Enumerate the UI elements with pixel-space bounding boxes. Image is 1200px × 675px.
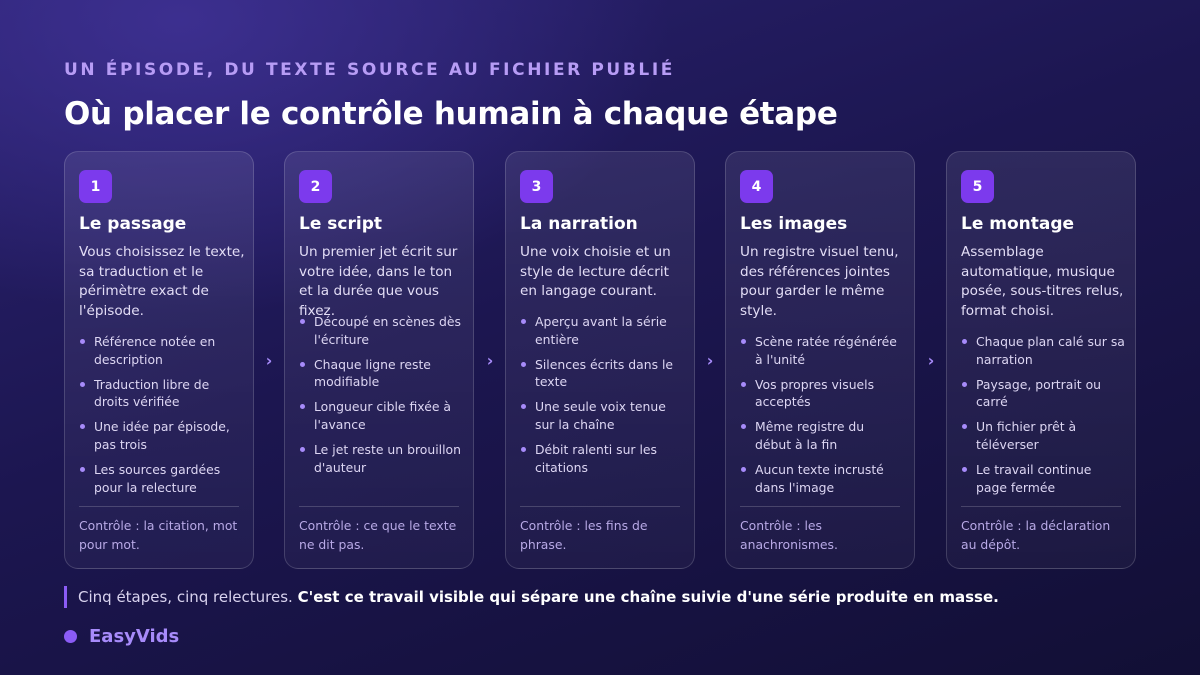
brand-dot-icon — [64, 630, 77, 643]
step-control-note: Contrôle : ce que le texte ne dit pas. — [299, 518, 457, 552]
step-number-badge: 5 — [961, 170, 994, 203]
list-item: Les sources gardées pour la relecture — [79, 461, 243, 496]
step-title: Le montage — [961, 214, 1075, 234]
list-item: Chaque plan calé sur sa narration — [961, 333, 1125, 368]
steps-row — [64, 151, 1136, 569]
step-bullet-list — [740, 333, 904, 504]
divider — [79, 506, 239, 507]
step-description: Un registre visuel tenu, des références jointes pour garder le même style. — [740, 244, 899, 319]
step-card-passage — [64, 151, 254, 569]
step-bullet-list — [299, 313, 463, 484]
chevron-right-icon: › — [706, 351, 714, 370]
list-item: Même registre du début à la fin — [740, 418, 904, 453]
step-title: Le passage — [79, 214, 187, 234]
footer-lead: Cinq étapes, cinq relectures. — [78, 588, 293, 606]
list-item: Une idée par épisode, pas trois — [79, 418, 243, 453]
divider — [740, 506, 900, 507]
divider — [299, 506, 459, 507]
list-item: Le travail continue page fermée — [961, 461, 1125, 496]
chevron-right-icon: › — [927, 351, 935, 370]
step-bullet-list — [961, 333, 1125, 504]
step-title: Le script — [299, 214, 382, 234]
step-bullet-list — [520, 313, 684, 484]
divider — [520, 506, 680, 507]
list-item: Débit ralenti sur les citations — [520, 441, 684, 476]
chevron-right-icon: › — [486, 351, 494, 370]
step-description: Vous choisissez le texte, sa traduction et le périmètre exact de l'épisode. — [79, 244, 245, 319]
list-item: Traduction libre de droits vérifiée — [79, 376, 243, 411]
step-bullet-list — [79, 333, 243, 504]
footer-quote — [64, 586, 999, 608]
list-item: Aucun texte incrusté dans l'image — [740, 461, 904, 496]
step-description: Assemblage automatique, musique posée, sous-titres relus, format choisi. — [961, 244, 1124, 319]
divider — [961, 506, 1121, 507]
step-control-note: Contrôle : la déclaration au dépôt. — [961, 518, 1111, 552]
list-item: Paysage, portrait ou carré — [961, 376, 1125, 411]
step-card-script — [284, 151, 474, 569]
step-control-note: Contrôle : les fins de phrase. — [520, 518, 648, 552]
brand-name: EasyVids — [89, 626, 180, 647]
chevron-right-icon: › — [265, 351, 273, 370]
step-number-badge: 4 — [740, 170, 773, 203]
list-item: Le jet reste un brouillon d'auteur — [299, 441, 463, 476]
step-description: Un premier jet écrit sur votre idée, dans le ton et la durée que vous fixez. — [299, 244, 458, 319]
list-item: Scène ratée régénérée à l'unité — [740, 333, 904, 368]
list-item: Un fichier prêt à téléverser — [961, 418, 1125, 453]
list-item: Vos propres visuels acceptés — [740, 376, 904, 411]
list-item: Découpé en scènes dès l'écriture — [299, 313, 463, 348]
list-item: Chaque ligne reste modifiable — [299, 356, 463, 391]
step-control-note: Contrôle : la citation, mot pour mot. — [79, 518, 238, 552]
step-control-note: Contrôle : les anachronismes. — [740, 518, 838, 552]
step-title: La narration — [520, 214, 638, 234]
list-item: Aperçu avant la série entière — [520, 313, 684, 348]
list-item: Référence notée en description — [79, 333, 243, 368]
step-title: Les images — [740, 214, 848, 234]
brand — [64, 626, 179, 647]
list-item: Une seule voix tenue sur la chaîne — [520, 398, 684, 433]
step-number-badge: 3 — [520, 170, 553, 203]
list-item: Silences écrits dans le texte — [520, 356, 684, 391]
step-description: Une voix choisie et un style de lecture décrit en langage courant. — [520, 244, 671, 300]
list-item: Longueur cible fixée à l'avance — [299, 398, 463, 433]
footer-emphasis: C'est ce travail visible qui sépare une chaîne suivie d'une série produite en masse. — [297, 588, 999, 606]
step-card-images — [725, 151, 915, 569]
eyebrow-heading: UN ÉPISODE, DU TEXTE SOURCE AU FICHIER PUBLIÉ — [64, 60, 675, 80]
step-card-narration — [505, 151, 695, 569]
step-number-badge: 2 — [299, 170, 332, 203]
step-number-badge: 1 — [79, 170, 112, 203]
page-title: Où placer le contrôle humain à chaque étape — [64, 96, 838, 132]
step-card-montage — [946, 151, 1136, 569]
